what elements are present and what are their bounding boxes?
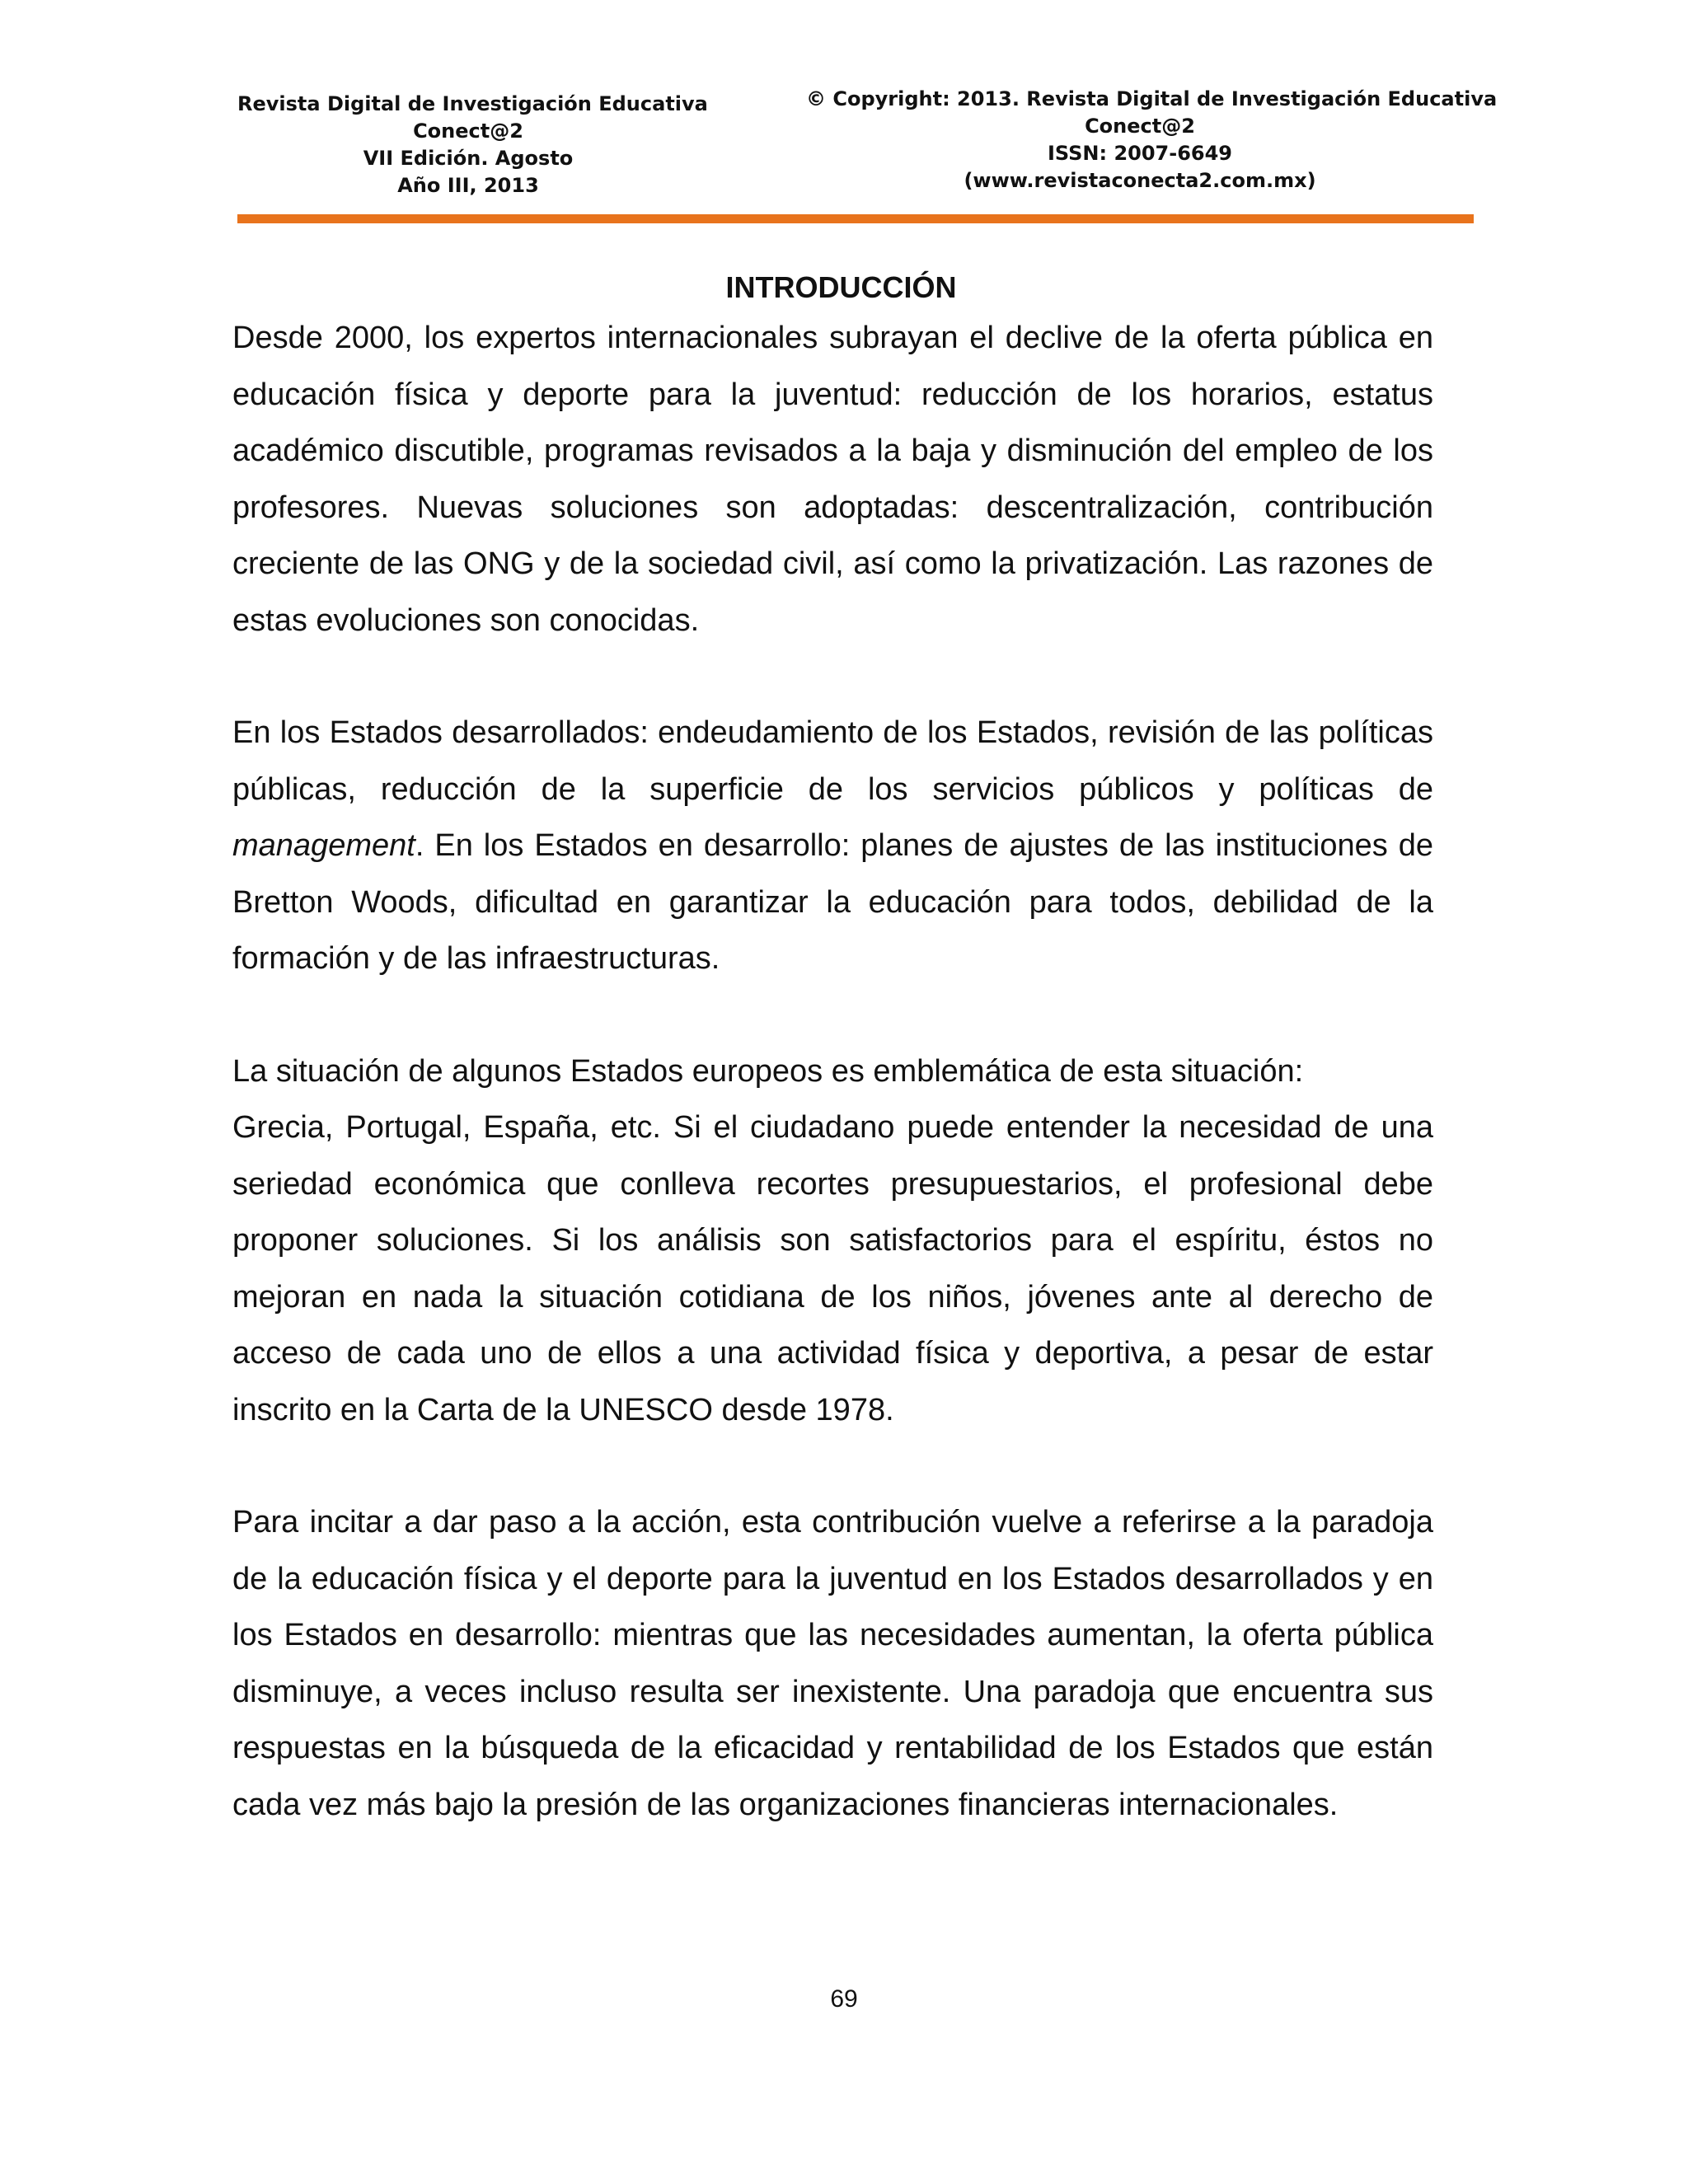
copyright-info — [806, 86, 1498, 194]
article-body — [232, 265, 1433, 1889]
paragraph-2-text-b: . En los Estados en desarrollo: planes de ajustes de las instituciones de Bretton Woods, dificultad en garantizar la educación para todos, debilidad de la formación y de las infraestructuras. — [232, 828, 1433, 976]
section-title: INTRODUCCIÓN — [725, 270, 957, 304]
journal-info — [237, 91, 708, 199]
paragraph-4: Para incitar a dar paso a la acción, esta contribución vuelve a referirse a la paradoja de la educación física y el deporte para la juventud en los Estados desarrollados y en los Estados en desarrollo: mientras que las necesidades aumentan, la oferta pública disminuye, a veces incluso resulta ser inexistente. Una paradoja que encuentra sus respuestas en la búsqueda de la eficacidad y rentabilidad de los Estados que están cada vez más bajo la presión de las organizaciones financieras internacionales. — [232, 1505, 1433, 1822]
header-divider — [237, 214, 1474, 223]
copyright-line: © Copyright: 2013. Revista Digital de Investigación Educativa — [806, 87, 1498, 110]
journal-short-name: Conect@2 — [413, 120, 523, 143]
paragraph-2 — [232, 705, 1433, 987]
paragraph-3-rest: Grecia, Portugal, España, etc. Si el ciudadano puede entender la necesidad de una seriedad económica que conlleva recortes presupuestarios, el profesional debe proponer soluciones. Si los análisis son satisfactorios para el espíritu, éstos no mejoran en nada la situación cotidiana de los niños, jóvenes ante al derecho de acceso de cada uno de ellos a una actividad física y deportiva, a pesar de estar inscrito en la Carta de la UNESCO desde 1978. — [232, 1110, 1433, 1427]
paragraph-2-italic-term: management — [232, 828, 415, 863]
page-header — [237, 87, 1498, 214]
edition-info: VII Edición. Agosto — [363, 147, 574, 170]
page-number: 69 — [830, 1985, 858, 2013]
paragraph-2-text-a: En los Estados desarrollados: endeudamiento de los Estados, revisión de las políticas públicas, reducción de la superficie de los servicios públicos y políticas de — [232, 715, 1433, 807]
year-info: Año III, 2013 — [397, 174, 539, 197]
journal-name: Revista Digital de Investigación Educativa — [237, 92, 708, 115]
paragraph-3 — [232, 1043, 1433, 1439]
website: (www.revistaconecta2.com.mx) — [964, 169, 1316, 192]
issn: ISSN: 2007-6649 — [1047, 142, 1232, 165]
paragraph-3-first-line: La situación de algunos Estados europeos es emblemática de esta situación: — [232, 1053, 1304, 1089]
paragraph-1: Desde 2000, los expertos internacionales subrayan el declive de la oferta pública en educación física y deporte para la juventud: reducción de los horarios, estatus académico discutible, programas revisados a la baja y disminución del empleo de los profesores. Nuevas soluciones son adoptadas: descentralización, contribución creciente de las ONG y de la sociedad civil, así como la privatización. Las razones de estas evoluciones son conocidas. — [232, 321, 1433, 638]
copyright-journal-name: Conect@2 — [1085, 115, 1195, 138]
